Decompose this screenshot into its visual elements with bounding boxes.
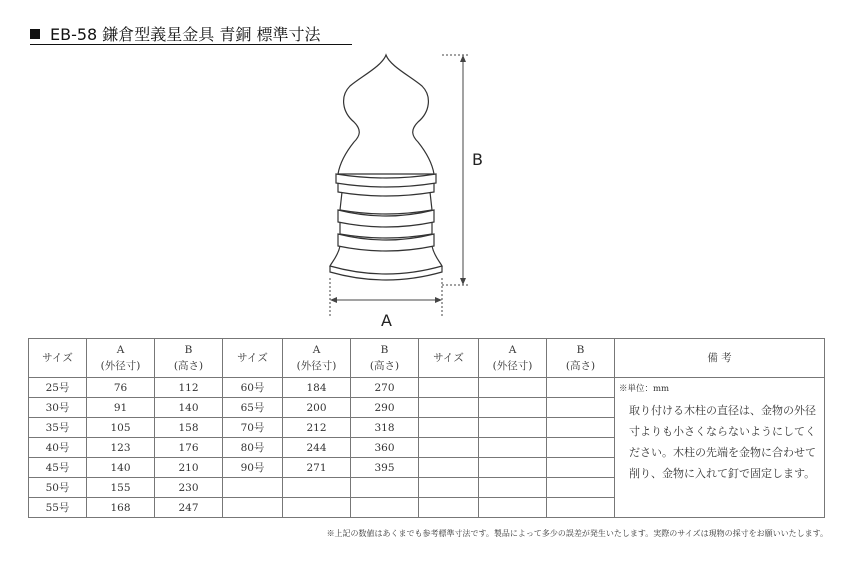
cell-a: 244 [283,438,351,458]
cell-b [351,478,419,498]
cell-a: 105 [87,418,155,438]
cell-b: 318 [351,418,419,438]
cell-b: 210 [155,458,223,478]
table-row [29,378,825,398]
header-size: サイズ [29,339,87,378]
cell-size: 80号 [223,438,283,458]
cell-b [547,498,615,518]
header-size: サイズ [223,339,283,378]
title-underline [30,44,352,45]
cell-b: 395 [351,458,419,478]
footnote: ※上記の数値はあくまでも参考標準寸法です。製品によって多少の誤差が発生いたします。実際のサイズは現物の採寸をお願いいたします。 [326,529,828,538]
table-header-row [29,339,825,378]
size-spec-table [28,338,825,518]
header-size: サイズ [419,339,479,378]
cell-a [283,478,351,498]
cell-b: 360 [351,438,419,458]
cell-b: 270 [351,378,419,398]
cell-b [547,438,615,458]
cell-size: 50号 [29,478,87,498]
cell-a: 155 [87,478,155,498]
dimension-a-label: A [381,311,392,330]
cell-a [479,378,547,398]
title-bullet-square [30,29,40,39]
cell-size: 60号 [223,378,283,398]
header-notes: 備 考 [615,339,825,378]
cell-a [479,398,547,418]
arrow-right-icon [435,297,442,303]
cell-a [479,498,547,518]
dimension-b-label: B [472,150,483,169]
cell-size [419,378,479,398]
cell-a: 76 [87,378,155,398]
notes-unit: ※単位：mm [619,384,670,394]
cell-b [547,458,615,478]
header-a: A (外径寸) [479,339,547,378]
cell-b: 230 [155,478,223,498]
cell-size: 65号 [223,398,283,418]
cell-size: 35号 [29,418,87,438]
header-a: A (外径寸) [283,339,351,378]
cell-b: 176 [155,438,223,458]
notes-text: 取り付ける木柱の直径は、金物の外径寸よりも小さくならないようにしてください。木柱の先端を金物に合わせて削り、金物に入れて釘で固定します。 [629,404,816,480]
cell-a: 123 [87,438,155,458]
cell-b [547,418,615,438]
cell-a: 200 [283,398,351,418]
header-b: B (高さ) [351,339,419,378]
cell-size [223,498,283,518]
cell-a [479,478,547,498]
cell-size: 40号 [29,438,87,458]
header-b: B (高さ) [547,339,615,378]
title-text: EB-58 鎌倉型義星金具 青銅 標準寸法 [50,25,321,44]
cell-a: 212 [283,418,351,438]
cell-a: 91 [87,398,155,418]
cell-a [283,498,351,518]
cell-size: 55号 [29,498,87,518]
cell-size: 25号 [29,378,87,398]
cell-a [479,418,547,438]
cell-b: 290 [351,398,419,418]
cell-a [479,438,547,458]
finial-outline [338,55,434,174]
cell-size [419,478,479,498]
product-drawing [320,50,500,335]
arrow-left-icon [330,297,337,303]
header-a: A (外径寸) [87,339,155,378]
page-title [30,22,320,45]
cell-a [479,458,547,478]
cell-b [351,498,419,518]
cell-size [419,398,479,418]
cell-b [547,478,615,498]
cell-b: 247 [155,498,223,518]
header-b: B (高さ) [155,339,223,378]
cell-size: 90号 [223,458,283,478]
cell-a: 168 [87,498,155,518]
arrow-down-icon [460,278,466,285]
arrow-up-icon [460,55,466,62]
cell-b: 140 [155,398,223,418]
cell-a: 140 [87,458,155,478]
cell-size: 30号 [29,398,87,418]
cell-b [547,398,615,418]
cell-size [419,498,479,518]
cell-b: 112 [155,378,223,398]
cell-size: 45号 [29,458,87,478]
cell-size [419,438,479,458]
cell-size [419,418,479,438]
notes-cell [615,378,825,518]
cell-size [419,458,479,478]
cell-a: 271 [283,458,351,478]
cell-a: 184 [283,378,351,398]
cell-b: 158 [155,418,223,438]
cell-b [547,378,615,398]
cell-size [223,478,283,498]
cell-size: 70号 [223,418,283,438]
